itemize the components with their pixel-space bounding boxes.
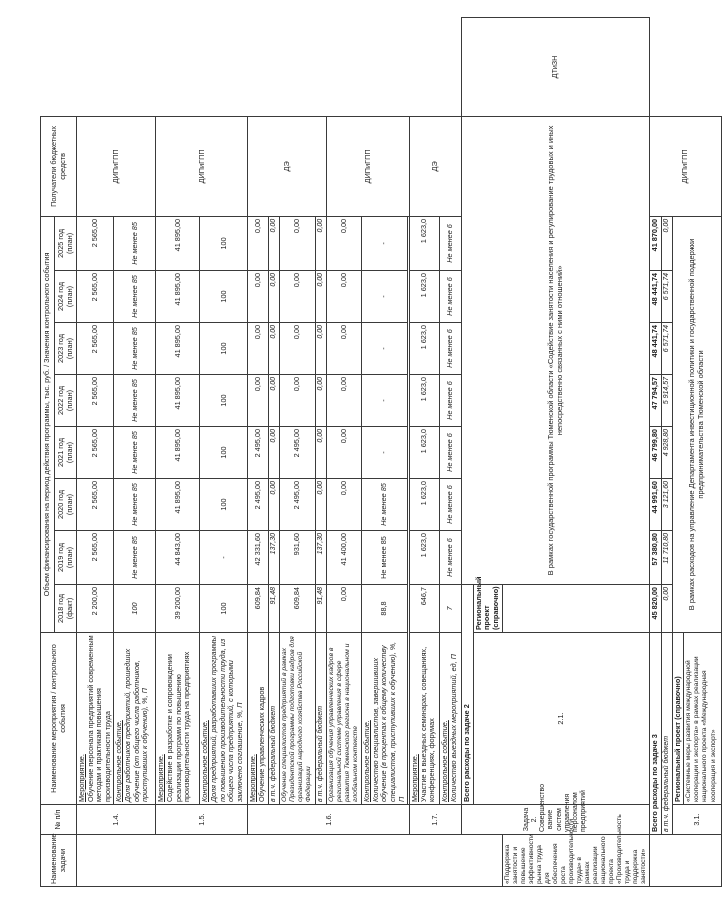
value-cell: 1 623,0 (410, 427, 440, 479)
control-event-cell (362, 633, 408, 805)
value-cell: 0,00 (327, 479, 362, 531)
control-value: 100 (200, 216, 248, 270)
value-cell: 0,00 (279, 271, 315, 323)
control-value: Не менее 6 (440, 375, 462, 427)
value-cell: 0,00 (327, 585, 362, 633)
value-cell: 0,00 (315, 427, 326, 479)
header-year: 2019 год (план) (55, 531, 77, 585)
recipient-cell: ДЭ (248, 116, 327, 216)
header-year: 2021 год (план) (55, 427, 77, 479)
control-value: 100 (200, 323, 248, 375)
control-value: Не менее 85 (114, 216, 156, 270)
event-cell (77, 633, 114, 805)
event-text: Обучение управленческих кадров (257, 686, 267, 802)
project-label: Региональный проект (справочно) (473, 585, 502, 633)
control-value: - (362, 271, 408, 323)
event-cell (156, 633, 200, 805)
value-cell: 41 895,00 (156, 427, 200, 479)
control-value: - (362, 427, 408, 479)
value-cell: 41 895,00 (156, 479, 200, 531)
header-event-name: Наименование мероприятия / контрольного события (41, 633, 77, 805)
task1-cell (77, 835, 503, 887)
task3-total-label: Всего расходы по задаче 3 (649, 633, 661, 835)
header-year: 2024 год (план) (55, 271, 77, 323)
task2-total-label: Всего расходы по задаче 2 (462, 585, 474, 805)
value-cell: 2 495,00 (248, 479, 268, 531)
recipient-cell: ДИПиГПП (156, 116, 248, 216)
value-cell: 0,00 (327, 323, 362, 375)
value-cell: 0,00 (661, 585, 672, 633)
value-cell: 2 565,00 (77, 216, 114, 270)
event-text: Содействие в разработке и сопровождении реализации программ по повышению производительности труда на предприятиях (165, 651, 192, 802)
value-cell: 47 794,57 (649, 375, 661, 427)
value-cell: 0,00 (268, 323, 279, 375)
value-cell: 39 200,00 (156, 585, 200, 633)
control-value: 7 (440, 585, 462, 633)
row-number: 2.1. (473, 633, 649, 805)
control-value: Не менее 85 (114, 479, 156, 531)
control-text: Количество выездных мероприятий, ед, П (448, 654, 458, 802)
control-value: 100 (200, 375, 248, 427)
value-cell: 0,00 (315, 271, 326, 323)
value-cell: 0,00 (315, 216, 326, 270)
header-task-name: Наименование задачи (41, 835, 77, 887)
value-cell: 48 441,74 (649, 271, 661, 323)
recipient-cell: ДЭ (410, 116, 462, 216)
value-cell: 609,84 (279, 585, 315, 633)
value-cell: 0,00 (248, 216, 268, 270)
value-cell: 41 870,00 (649, 216, 661, 270)
value-cell: 41 895,00 (156, 271, 200, 323)
header-year: 2025 год (план) (55, 216, 77, 270)
control-value: 100 (200, 479, 248, 531)
value-cell: 2 565,00 (77, 375, 114, 427)
project-text: «Системные меры развития международной кооперации и экспорта» в рамках реализации национального проекта «Международная кооперация и экспорт» (684, 633, 722, 805)
value-cell: 91,48 (268, 585, 279, 633)
value-cell: 2 495,00 (279, 427, 315, 479)
funding-table (40, 17, 722, 887)
control-event-cell (440, 633, 462, 805)
event-cell (410, 633, 440, 805)
control-text: Доля работников предприятий, прошедших обучение (от общего числа работников, приступивших к обучению), %, П (123, 648, 150, 802)
value-cell: 0,00 (248, 323, 268, 375)
control-value: Не менее 85 (114, 271, 156, 323)
value-cell: 1 623,0 (410, 271, 440, 323)
federal-label: в т.ч. федеральный бюджет (268, 633, 279, 805)
value-cell: 0,00 (268, 427, 279, 479)
control-value: Не менее 6 (440, 216, 462, 270)
value-cell: 2 565,00 (77, 323, 114, 375)
row-number: 3.1. (672, 805, 722, 835)
control-value: - (362, 323, 408, 375)
task3-cell (649, 835, 721, 887)
row-number: 1.7. (410, 805, 462, 835)
value-cell: 0,00 (279, 323, 315, 375)
value-cell: 931,60 (279, 531, 315, 585)
value-cell: 41 895,00 (156, 375, 200, 427)
header-year: 2023 год (план) (55, 323, 77, 375)
value-cell: 2 565,00 (77, 531, 114, 585)
value-cell: 46 799,80 (649, 427, 661, 479)
header-num: № п/п (41, 805, 77, 835)
value-cell: 2 495,00 (248, 427, 268, 479)
control-text: Доля предприятий, разработавших программы по повышению производительности труда, из общего числа предприятий, с которыми заключено соглашение, %, П (209, 636, 244, 802)
control-value: Не менее 6 (440, 479, 462, 531)
project-text: «Поддержка занятости и повышение эффективности рынка труда для обеспечения роста производительности труда» в рамках реализации национального проекта «Производительность труда и поддержка занятости» (502, 835, 649, 887)
value-cell: 2 565,00 (77, 271, 114, 323)
value-cell: 2 565,00 (77, 479, 114, 531)
federal-label: в т.ч. федеральный бюджет (661, 633, 672, 835)
value-cell: 1 623,0 (410, 216, 440, 270)
event-label: Мероприятие. (77, 754, 86, 802)
value-cell: 2 565,00 (77, 427, 114, 479)
control-label: Контрольное событие. (114, 720, 124, 802)
value-cell: 44 843,00 (156, 531, 200, 585)
task2-merged-note: В рамках государственной программы Тюменской области «Содействие занятости населения и регулирование трудовых и иных непосредственно связанных с ними отношений» (462, 116, 650, 584)
value-cell: 6 571,74 (661, 271, 672, 323)
value-cell: 0,00 (268, 375, 279, 427)
federal-label: в т.ч. федеральный бюджет (315, 633, 326, 805)
recipient-cell: ДИПиГПП (327, 116, 410, 216)
control-label: Контрольное событие. (200, 720, 210, 802)
value-cell: 137,30 (268, 531, 279, 585)
control-value: 100 (200, 585, 248, 633)
value-cell: 3 121,60 (661, 479, 672, 531)
control-text: Количество специалистов, завершивших обучение (в процентах к общему количеству специалистов, приступивших к обучению), %, П (370, 641, 406, 802)
control-value: Не менее 85 (114, 323, 156, 375)
value-cell: 2 495,00 (279, 479, 315, 531)
value-cell: 0,00 (248, 375, 268, 427)
control-value: Не менее 85 (362, 479, 408, 531)
value-cell: 41 895,00 (156, 323, 200, 375)
sub-event-text: Обучение специалистов предприятий в рамках Президентской программы подготовки кадров для организаций народного хозяйства Российской Федерации (279, 633, 315, 805)
value-cell: 0,00 (327, 271, 362, 323)
event-text: Обучение персонала предприятий современным методам и практикам повышения производительности труда (85, 635, 112, 802)
header-year: 2020 год (план) (55, 479, 77, 531)
control-event-cell (114, 633, 156, 805)
value-cell: 6 571,74 (661, 323, 672, 375)
recipient-cell: ДИПиГПП (649, 116, 721, 216)
value-cell: 0,00 (315, 479, 326, 531)
header-year: 2018 год (факт) (55, 585, 77, 633)
value-cell: 0,00 (279, 375, 315, 427)
value-cell: 1 623,0 (410, 375, 440, 427)
value-cell: 1 623,0 (410, 323, 440, 375)
value-cell: 2 200,00 (77, 585, 114, 633)
value-cell: 609,84 (248, 585, 268, 633)
value-cell: 0,00 (268, 271, 279, 323)
control-value: Не менее 85 (114, 427, 156, 479)
control-value: - (362, 375, 408, 427)
value-cell: 137,30 (315, 531, 326, 585)
row-number: 1.6. (248, 805, 410, 835)
value-cell: 0,00 (327, 427, 362, 479)
control-value: - (362, 216, 408, 270)
control-label: Контрольное событие. (440, 720, 450, 802)
event-label: Мероприятие. (410, 754, 420, 802)
control-event-cell (200, 633, 248, 805)
recipient-cell: ДИПиГПП (77, 116, 156, 216)
event-label: Мероприятие. (156, 754, 166, 802)
task2-name: Задача 2. Совершенство вание систем управления персоналом предприятий (462, 805, 650, 835)
control-value: 100 (200, 427, 248, 479)
value-cell: 48 441,74 (649, 323, 661, 375)
row-number: 1.5. (156, 805, 248, 835)
task3-merged-note: В рамках расходов на управление Департамента инвестиционной политики и государственной поддержки предпринимательства Тюменской области (672, 216, 722, 632)
header-year: 2022 год (план) (55, 375, 77, 427)
control-value: Не менее 85 (362, 531, 408, 585)
value-cell: 44 991,60 (649, 479, 661, 531)
value-cell: 646,7 (410, 585, 440, 633)
value-cell: 4 928,80 (661, 427, 672, 479)
value-cell: 91,48 (315, 585, 326, 633)
value-cell: 0,00 (661, 216, 672, 270)
event-cell (248, 633, 268, 805)
recipient-cell: ДТиЗН (462, 18, 650, 117)
value-cell: 5 914,57 (661, 375, 672, 427)
control-value: Не менее 6 (440, 323, 462, 375)
event-label: Мероприятие. (248, 754, 258, 802)
header-recipients: Получатели бюджетных средств (41, 116, 77, 216)
control-label: Контрольное событие. (362, 720, 372, 802)
value-cell: 41 400,00 (327, 531, 362, 585)
header-funding-title: Объем финансирования на период действия программы, тыс. руб. / Значения контрольного события (41, 216, 55, 632)
control-value: 88,8 (362, 585, 408, 633)
value-cell: 0,00 (327, 216, 362, 270)
value-cell: 0,00 (315, 375, 326, 427)
event-text: Участие в выездных семинарах, совещаниях, конференциях, форумах (418, 646, 437, 802)
control-value: Не менее 85 (114, 375, 156, 427)
value-cell: 45 820,00 (649, 585, 661, 633)
value-cell: 1 623,0 (410, 531, 440, 585)
control-value: Не менее 6 (440, 271, 462, 323)
value-cell: 57 380,80 (649, 531, 661, 585)
value-cell: 0,00 (315, 323, 326, 375)
control-value: Не менее 6 (440, 531, 462, 585)
value-cell: 41 895,00 (156, 216, 200, 270)
value-cell: 0,00 (327, 375, 362, 427)
project-label: Региональный проект (справочно) (672, 633, 684, 805)
control-value: - (200, 531, 248, 585)
value-cell: 0,00 (268, 216, 279, 270)
value-cell: 1 623,0 (410, 479, 440, 531)
value-cell: 0,00 (248, 271, 268, 323)
row-number: 1.4. (77, 805, 156, 835)
control-value: 100 (114, 585, 156, 633)
value-cell: 0,00 (279, 216, 315, 270)
value-cell: 42 331,60 (248, 531, 268, 585)
value-cell: 0,00 (268, 479, 279, 531)
control-value: Не менее 85 (114, 531, 156, 585)
sub-event-text: Организация обучения управленческих кадров в региональной системе управления в сфере развития Тюменского региона в национальном и глобальном контексте (327, 633, 362, 805)
control-value: Не менее 6 (440, 427, 462, 479)
value-cell: 11 710,80 (661, 531, 672, 585)
control-value: 100 (200, 271, 248, 323)
